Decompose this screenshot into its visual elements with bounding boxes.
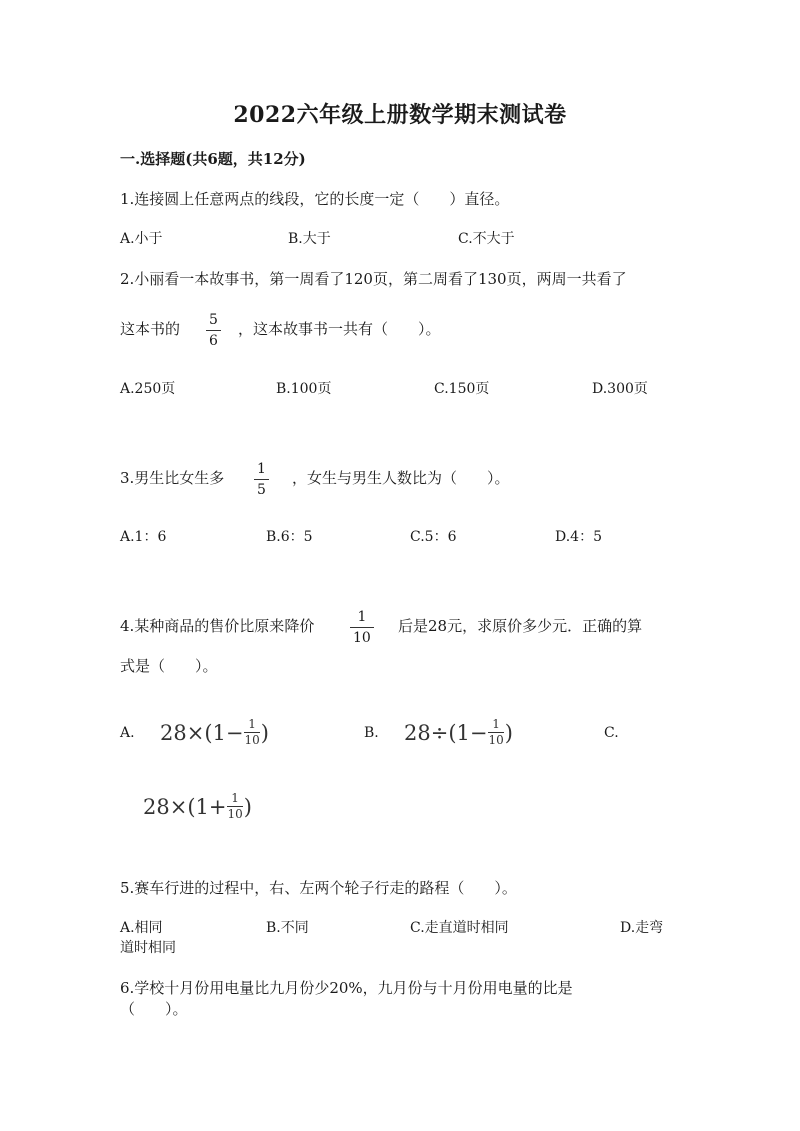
formula-c-post: ): [243, 794, 252, 819]
formula-a-pre: 28×(1−: [160, 720, 244, 745]
q1-option-c: C.不大于: [458, 231, 515, 247]
q4-fraction: [350, 609, 374, 646]
q4-option-c-formula: [143, 792, 252, 821]
formula-b-pre: 28÷(1−: [404, 720, 488, 745]
q3-fraction-numerator: 1: [257, 461, 266, 477]
q3-option-a: A.1：6: [120, 529, 167, 545]
fraction-bar: [350, 627, 374, 628]
question-1-text: 1.连接圆上任意两点的线段，它的长度一定（ ）直径。: [120, 190, 510, 208]
q5-option-d-continued: 道时相同: [120, 940, 176, 956]
q4-option-a-formula: [160, 718, 269, 747]
formula-b-post: ): [504, 720, 513, 745]
formula-c-pre: 28×(1+: [143, 794, 227, 819]
formula-b-fraction: [488, 718, 503, 747]
formula-b-denominator: 10: [488, 733, 504, 747]
formula-a-denominator: 10: [244, 733, 260, 747]
q1-option-a: A.小于: [120, 231, 163, 247]
question-2-line1: 2.小丽看一本故事书，第一周看了120页，第二周看了130页，两周一共看了: [120, 270, 627, 288]
q2-fraction-denominator: 6: [209, 333, 218, 349]
formula-a-fraction: [244, 718, 259, 747]
q3-option-d: D.4：5: [555, 529, 602, 545]
q4-option-b-label: B.: [364, 725, 379, 741]
section-heading: 一.选择题(共6题，共12分): [120, 150, 306, 168]
q2-option-d: D.300页: [592, 381, 648, 397]
question-5-text: 5.赛车行进的过程中，右、左两个轮子行走的路程（ ）。: [120, 879, 517, 897]
question-4-suffix: 后是28元，求原价多少元．正确的算: [398, 617, 643, 635]
q5-option-b: B.不同: [266, 920, 309, 936]
formula-c-denominator: 10: [227, 807, 243, 821]
q4-fraction-numerator: 1: [357, 609, 367, 625]
formula-c-numerator: 1: [231, 791, 239, 805]
page-title: 2022六年级上册数学期末测试卷: [233, 102, 567, 128]
q2-option-a: A.250页: [120, 381, 176, 397]
q3-fraction-denominator: 5: [257, 482, 266, 498]
question-2-suffix: ，这本故事书一共有（ ）。: [238, 320, 441, 338]
question-2-prefix: 这本书的: [120, 320, 181, 338]
formula-a-numerator: 1: [248, 717, 256, 731]
q4-fraction-denominator: 10: [353, 630, 371, 646]
formula-a-post: ): [260, 720, 269, 745]
q2-fraction-numerator: 5: [209, 312, 218, 328]
q5-option-a: A.相同: [120, 920, 163, 936]
question-4-line2: 式是（ ）。: [120, 657, 218, 675]
q3-fraction: [254, 461, 269, 498]
q5-option-d: D.走弯: [620, 920, 664, 936]
question-3-prefix: 3.男生比女生多: [120, 469, 225, 487]
question-3-suffix: ，女生与男生人数比为（ ）。: [292, 469, 510, 487]
q2-fraction: [206, 312, 221, 349]
q2-option-b: B.100页: [276, 381, 332, 397]
q1-option-b: B.大于: [288, 231, 331, 247]
question-6-line2: （ ）。: [120, 1000, 188, 1018]
q4-option-c-label: C.: [604, 725, 619, 741]
q4-option-a-label: A.: [120, 725, 135, 741]
fraction-bar: [206, 330, 221, 331]
formula-c-fraction: [227, 792, 242, 821]
question-6-line1: 6.学校十月份用电量比九月份少20%，九月份与十月份用电量的比是: [120, 979, 573, 997]
fraction-bar: [254, 479, 269, 480]
q2-option-c: C.150页: [434, 381, 490, 397]
q3-option-c: C.5：6: [410, 529, 457, 545]
q5-option-c: C.走直道时相同: [410, 920, 509, 936]
q4-option-b-formula: [404, 718, 513, 747]
question-4-prefix: 4.某种商品的售价比原来降价: [120, 617, 315, 635]
q3-option-b: B.6：5: [266, 529, 313, 545]
formula-b-numerator: 1: [492, 717, 500, 731]
